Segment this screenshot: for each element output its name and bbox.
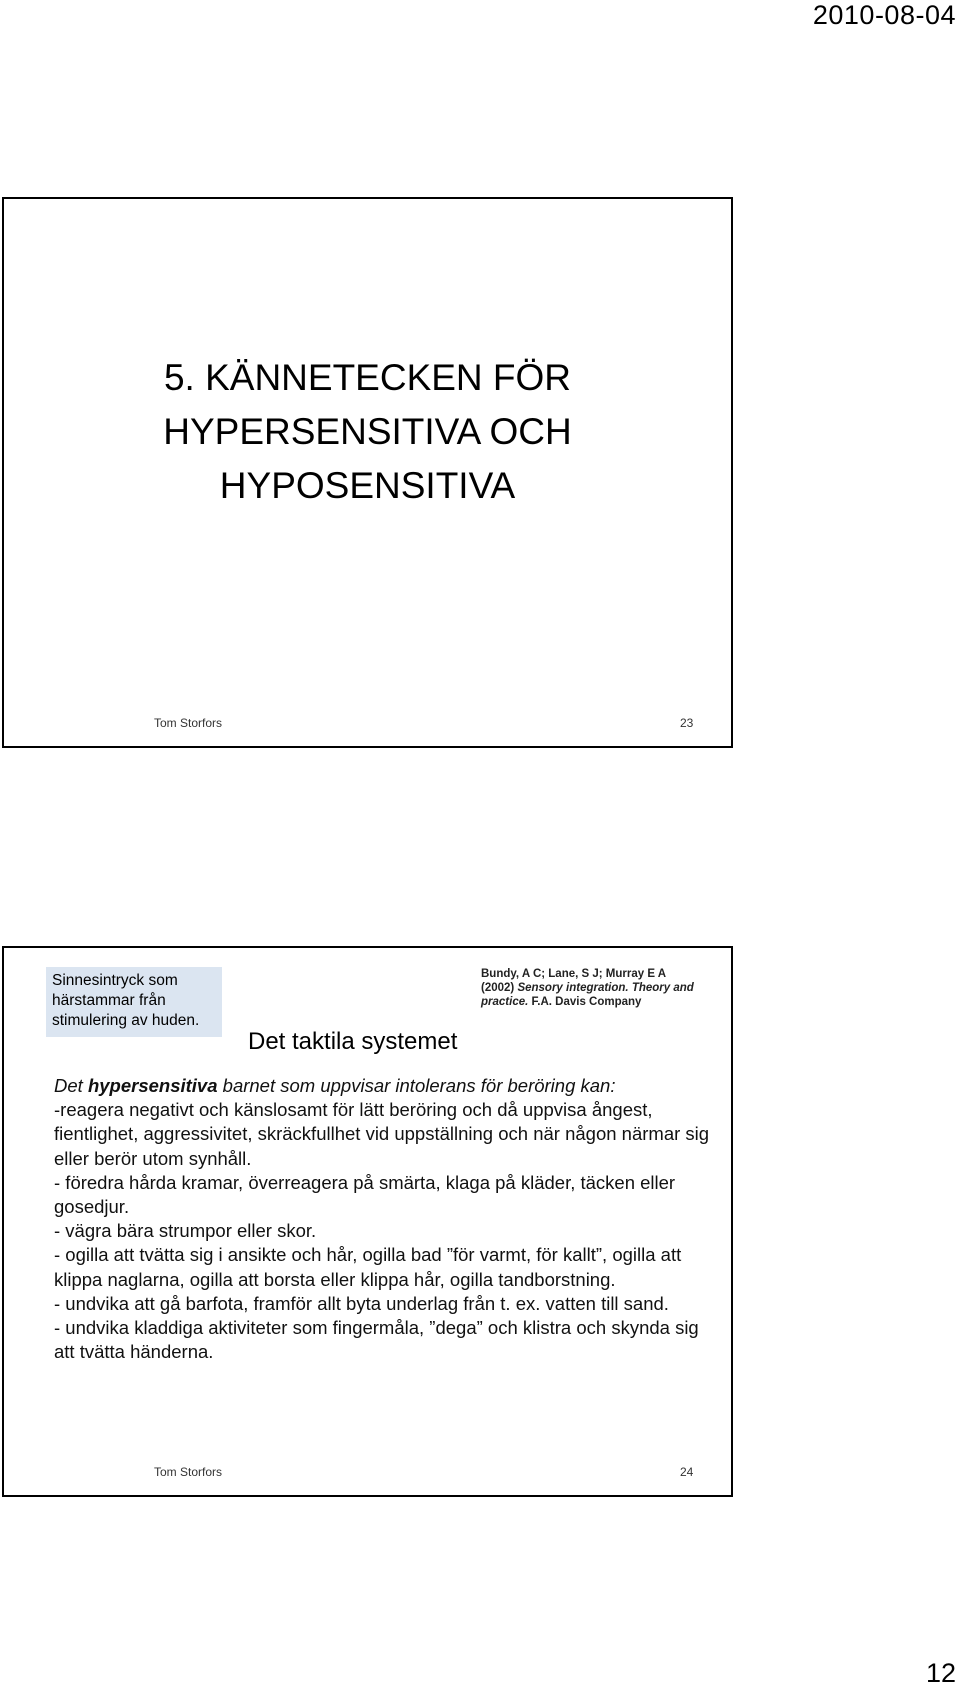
slide-footer-author: Tom Storfors: [153, 1465, 222, 1479]
callout-box: Sinnesintryck som härstammar från stimulering av huden.: [46, 967, 222, 1037]
citation-year: (2002): [481, 982, 518, 994]
slide-footer-number: 23: [680, 716, 694, 730]
slide-title-line: HYPOSENSITIVA: [219, 465, 516, 506]
body-item: - undvika att gå barfota, framför allt byta underlag från t. ex. vatten till sand.: [54, 1292, 669, 1314]
body-item: -reagera negativt och känslosamt för lätt beröring och då uppvisa ångest, fientlighet, aggressivitet, skräckfullhet vid uppställning och när någon närmar sig eller berör utom synhåll.: [54, 1099, 710, 1169]
citation-authors: Bundy, A C; Lane, S J; Murray E A: [481, 968, 667, 980]
body-item: - vägra bära strumpor eller skor.: [54, 1220, 317, 1242]
intro-text: Det: [54, 1075, 88, 1096]
slide-title-line: HYPERSENSITIVA OCH: [163, 411, 572, 452]
slide-title: [124, 351, 611, 513]
body-item: - ogilla att tvätta sig i ansikte och hår, ogilla bad ”för varmt, för kallt”, ogilla att klippa naglarna, ogilla att borsta eller klippa hår, ogilla tandborstning.: [54, 1244, 682, 1290]
page-date: 2010-08-04: [812, 0, 956, 30]
intro-text: barnet som uppvisar intolerans för beröring kan:: [217, 1075, 616, 1096]
slide-footer-number: 24: [680, 1465, 694, 1479]
slide-body: [54, 1074, 719, 1364]
body-item: - föredra hårda kramar, överreagera på smärta, klaga på kläder, täcken eller gosedjur.: [54, 1171, 676, 1218]
slide-title-line: 5. KÄNNETECKEN FÖR: [163, 357, 572, 398]
citation-publisher: F.A. Davis Company: [528, 996, 642, 1008]
body-intro: [54, 1074, 719, 1098]
citation: [481, 967, 721, 1009]
intro-bold-term: hypersensitiva: [87, 1075, 218, 1096]
slide-23: [2, 197, 733, 748]
citation-title: Sensory integration. Theory and practice.: [481, 982, 694, 1008]
slide-subtitle: Det taktila systemet: [248, 1028, 458, 1055]
page-number: 12: [925, 1658, 956, 1688]
slide-footer-author: Tom Storfors: [153, 716, 222, 730]
body-item: - undvika kladdiga aktiviteter som fingermåla, ”dega” och klistra och skynda sig att tvätta händerna.: [54, 1317, 699, 1363]
slide-24: [2, 946, 733, 1497]
